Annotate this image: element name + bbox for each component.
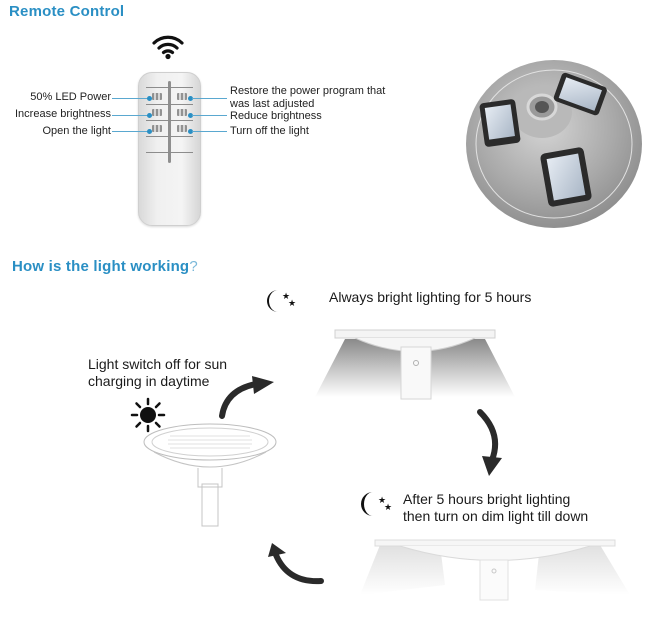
moon-stars-icon: [264, 288, 298, 314]
remote-key-increase[interactable]: [152, 109, 162, 116]
step-charging-text: [88, 356, 227, 390]
remote-divider: [146, 152, 193, 153]
remote-key-restore[interactable]: [177, 93, 187, 100]
remote-spine: [168, 81, 171, 163]
lamp-dim-illustration: [360, 535, 630, 605]
leader-line: [192, 115, 227, 116]
leader-dot: [147, 113, 152, 118]
remote-key-reduce[interactable]: [177, 109, 187, 116]
label-increase-brightness: Increase brightness: [15, 108, 111, 120]
title-question-mark: ?: [189, 258, 198, 275]
label-turn-off-the-light: Turn off the light: [230, 125, 309, 137]
label-restore-power-program: [230, 85, 385, 111]
step-dim-text: [403, 491, 588, 525]
remote-control-device: [138, 72, 201, 226]
remote-divider: [146, 104, 193, 105]
arrow-up-left-icon: [266, 543, 326, 589]
remote-divider: [146, 120, 193, 121]
moon-stars-icon: [360, 490, 394, 518]
label-restore-line1: Restore the power program that: [230, 85, 386, 97]
leader-line: [112, 115, 148, 116]
svg-text:★: ★: [378, 496, 387, 506]
label-restore-line2: was last adjusted: [230, 98, 315, 110]
remote-divider: [146, 136, 193, 137]
remote-key-50-power[interactable]: [152, 93, 162, 100]
leader-line: [112, 131, 148, 132]
solar-lamp-illustration: [140, 412, 280, 530]
remote-divider: [146, 87, 193, 88]
lamp-head-photo: [462, 55, 648, 233]
remote-key-on[interactable]: [152, 125, 162, 132]
leader-line: [192, 131, 227, 132]
remote-control-title: Remote Control: [9, 3, 125, 20]
step-charging-line1: Light switch off for sun: [88, 356, 228, 372]
step-dim-line1: After 5 hours bright lighting: [403, 491, 571, 507]
leader-dot: [147, 129, 152, 134]
wifi-signal-icon: [152, 34, 184, 60]
how-it-works-title: [12, 258, 198, 275]
svg-text:★: ★: [282, 292, 291, 302]
leader-line: [192, 98, 227, 99]
arrow-down-icon: [476, 408, 506, 478]
svg-text:★: ★: [384, 503, 393, 513]
remote-key-off[interactable]: [177, 125, 187, 132]
label-reduce-brightness: Reduce brightness: [230, 110, 322, 122]
step-always-bright-text: Always bright lighting for 5 hours: [329, 289, 532, 305]
leader-dot: [147, 96, 152, 101]
label-open-the-light: Open the light: [42, 125, 111, 137]
step-dim-line2: then turn on dim light till down: [403, 508, 589, 524]
svg-text:★: ★: [288, 299, 297, 309]
leader-line: [112, 98, 148, 99]
step-charging-line2: charging in daytime: [88, 373, 210, 389]
lamp-bright-illustration: [315, 325, 515, 401]
label-50-led-power: 50% LED Power: [30, 91, 111, 103]
how-it-works-title-text: How is the light working: [12, 258, 190, 275]
